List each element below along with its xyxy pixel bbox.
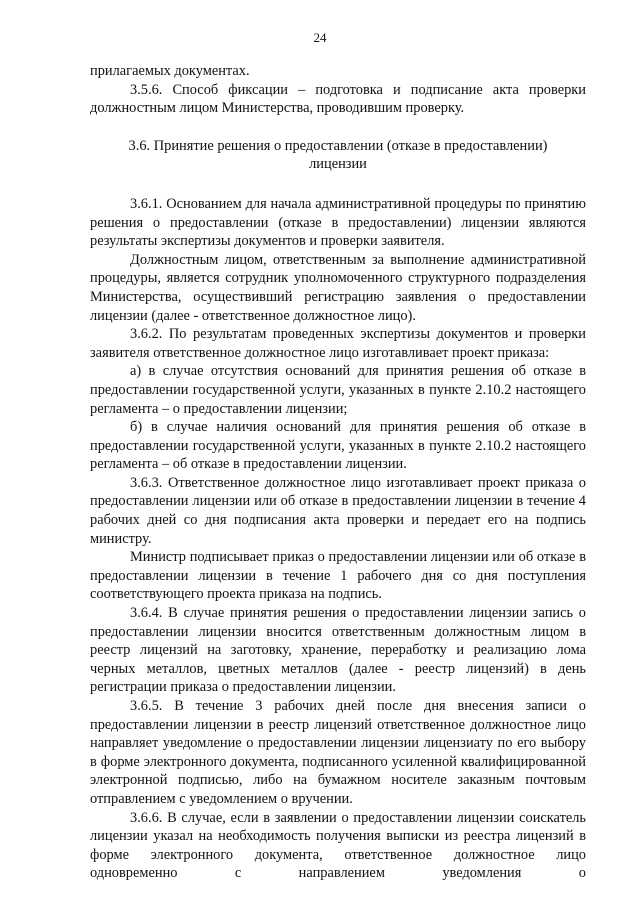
paragraph-3-6-5: 3.6.5. В течение 3 рабочих дней после дня внесения записи о предоставлении лицензии в реестр лицензий ответственное должностное лицо направляет уведомление о предоставлении лицензии лицензиату по его выбору в форме электронного документа, подписанного усиленной квалифицированной электронной подписью, либо на бумажном носителе заказным почтовым отправлением с уведомлением о вручении.	[90, 698, 586, 807]
document-body	[90, 62, 586, 883]
page-number: 24	[313, 30, 327, 45]
paragraph-3-6-3: 3.6.3. Ответственное должностное лицо изготавливает проект приказа о предоставлении лицензии или об отказе в предоставлении лицензии в течение 4 рабочих дней со дня подписания акта проверки и передает его на подпись министру.	[90, 474, 586, 547]
paragraph-3-6-6: 3.6.6. В случае, если в заявлении о предоставлении лицензии соискатель лицензии указал на необходимость получения выписки из реестра лицензий в форме электронного документа, ответственное должностное лицо одновременно с направлением уведомления о	[90, 809, 586, 882]
paragraph-3-6-2: 3.6.2. По результатам проведенных экспертизы документов и проверки заявителя ответственное должностное лицо изготавливает проект приказа:	[90, 326, 586, 361]
paragraph-item-b: б) в случае наличия оснований для принятия решения об отказе в предоставлении государственной услуги, указанных в пункте 2.10.2 настоящего регламента – об отказе в предоставлении лицензии.	[90, 419, 586, 473]
section-heading-line-1: 3.6. Принятие решения о предоставлении (отказе в предоставлении)	[128, 137, 548, 154]
paragraph-responsible-person: Должностным лицом, ответственным за выполнение административной процедуры, является сотрудник уполномоченного структурного подразделения Министерства, осуществивший регистрацию заявления о предоставлении лицензии (далее - ответственное должностное лицо).	[90, 251, 586, 324]
paragraph-item-a: а) в случае отсутствия оснований для принятия решения об отказе в предоставлении государственной услуги, указанных в пункте 2.10.2 настоящего регламента – о предоставлении лицензии;	[90, 363, 586, 417]
paragraph-minister-signs: Министр подписывает приказ о предоставлении лицензии или об отказе в предоставлении лицензии в течение 1 рабочего дня со дня поступления соответствующего проекта приказа на подпись.	[90, 549, 586, 603]
paragraph-3-6-4: 3.6.4. В случае принятия решения о предоставлении лицензии запись о предоставлении лицензии вносится ответственным должностным лицом в реестр лицензий на заготовку, хранение, переработку и реализацию лома черных металлов, цветных металлов (далее - реестр лицензий) в день регистрации приказа о предоставлении лицензии.	[90, 605, 586, 696]
section-heading-line-2: лицензии	[309, 156, 367, 173]
paragraph-3-6-1: 3.6.1. Основанием для начала административной процедуры по принятию решения о предоставлении (отказе в предоставлении) лицензии являются результаты экспертизы документов и проверки заявителя.	[90, 195, 586, 250]
paragraph-continuation: прилагаемых документах.	[90, 63, 250, 79]
section-heading	[90, 137, 586, 174]
paragraph-3-5-6: 3.5.6. Способ фиксации – подготовка и подписание акта проверки должностным лицом Министерства, проводившим проверку.	[90, 81, 586, 117]
